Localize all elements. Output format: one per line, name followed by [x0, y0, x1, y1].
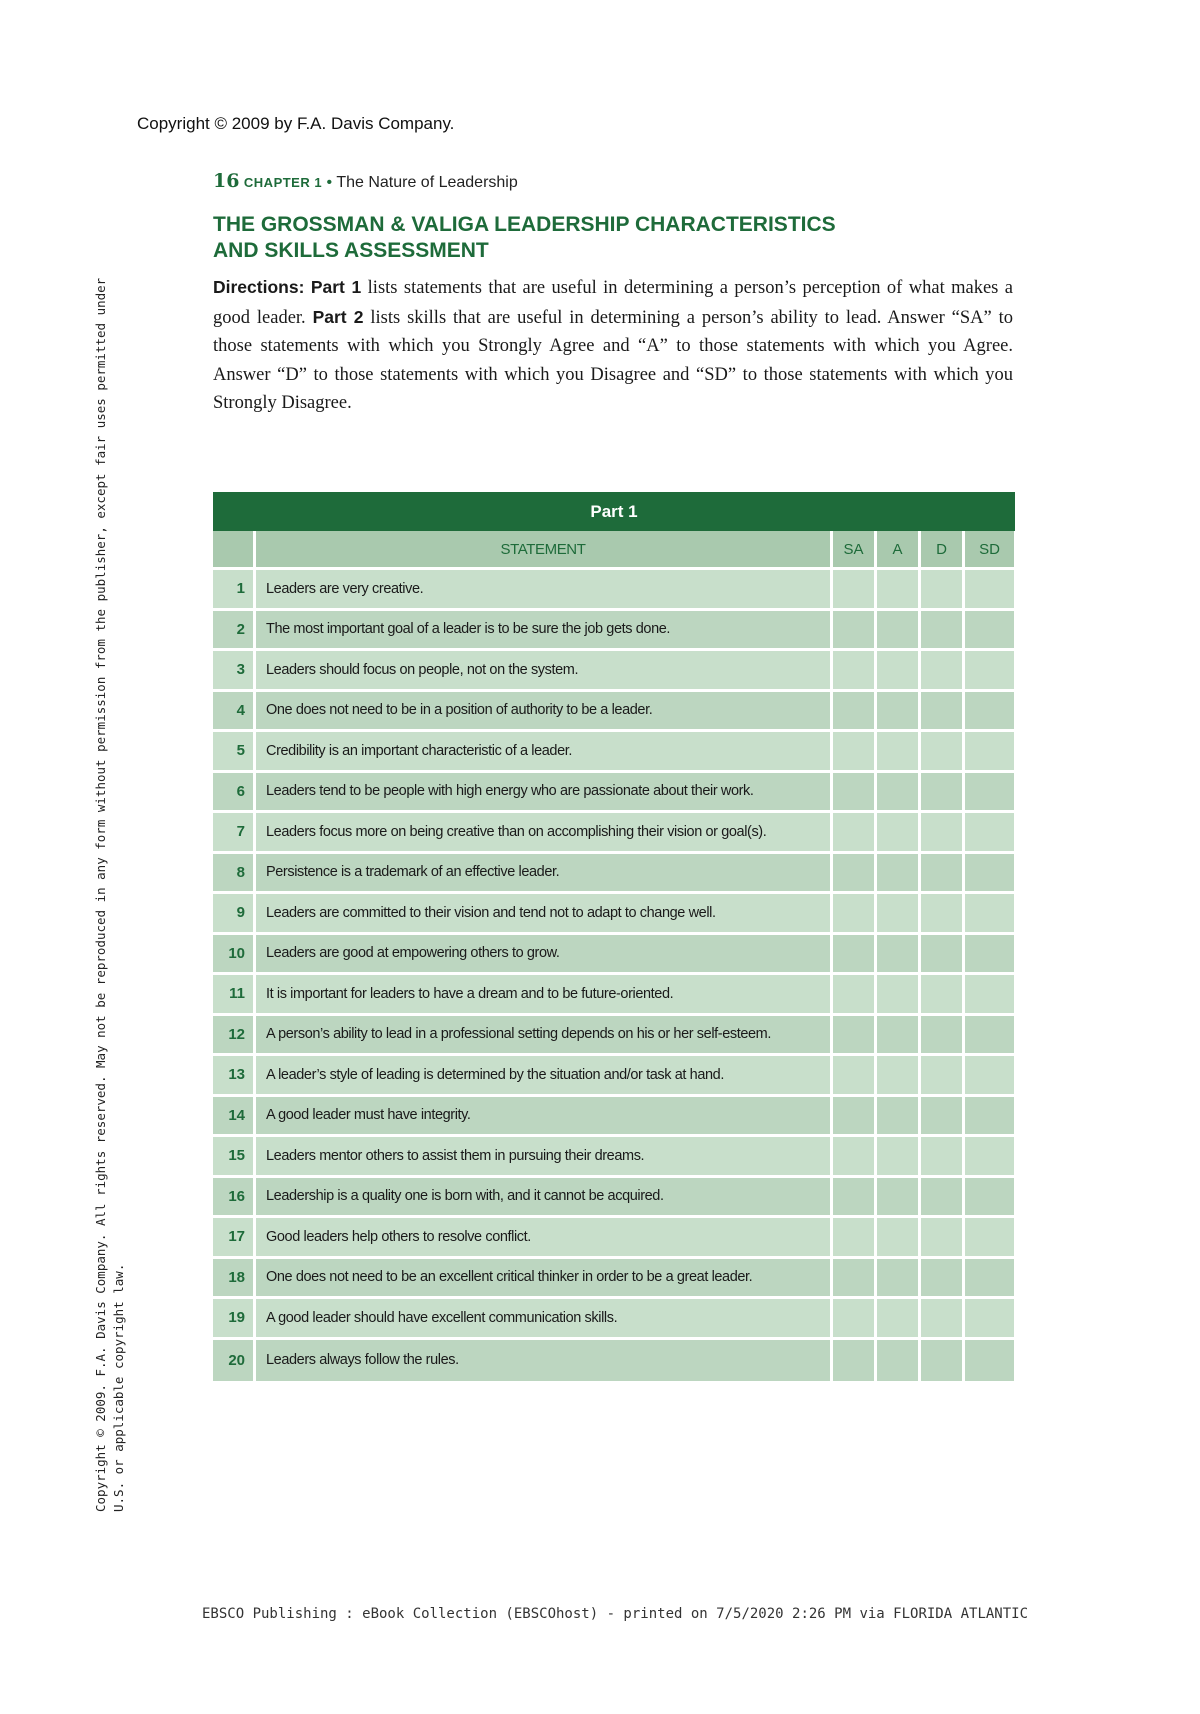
table-banner: Part 1: [213, 492, 1015, 531]
header-separator: •: [326, 174, 333, 191]
response-cell-d[interactable]: [921, 611, 965, 652]
row-statement: Credibility is an important characteristic of a leader.: [256, 732, 833, 773]
side-notice-line-1: Copyright © 2009. F.A. Davis Company. All rights reserved. May not be reproduced in any form without permission from the publisher, except fair uses permitted under: [93, 277, 108, 1512]
row-statement: Leaders always follow the rules.: [256, 1340, 833, 1384]
response-cell-d[interactable]: [921, 651, 965, 692]
response-cell-d[interactable]: [921, 854, 965, 895]
response-cell-a[interactable]: [877, 732, 921, 773]
page-number: 16: [213, 170, 240, 192]
table-row: [213, 1097, 1015, 1138]
directions-text-b: lists skills that are useful in determining a person’s ability to lead. Answer “SA” to those statements with which you Strongly Agree and “A” to those statements with which you Agree. Answer “D” to those statements with which you Disagree and “SD” to those statements with which you Strongly Disagree.: [213, 307, 1013, 414]
response-cell-sa[interactable]: [833, 611, 877, 652]
response-cell-sd[interactable]: [965, 1097, 1014, 1138]
table-row: [213, 1056, 1015, 1097]
response-cell-sd[interactable]: [965, 975, 1014, 1016]
row-statement: Leaders are committed to their vision and tend not to adapt to change well.: [256, 894, 833, 935]
response-cell-sd[interactable]: [965, 651, 1014, 692]
response-cell-a[interactable]: [877, 975, 921, 1016]
response-cell-sd[interactable]: [965, 773, 1014, 814]
table-body: [213, 531, 1015, 1384]
response-cell-sd[interactable]: [965, 1056, 1014, 1097]
row-number: 17: [213, 1218, 256, 1259]
response-cell-a[interactable]: [877, 611, 921, 652]
row-number: 5: [213, 732, 256, 773]
row-number: 20: [213, 1340, 256, 1384]
row-statement: Leaders mentor others to assist them in pursuing their dreams.: [256, 1137, 833, 1178]
response-cell-sa[interactable]: [833, 813, 877, 854]
response-cell-a[interactable]: [877, 1259, 921, 1300]
row-number: 3: [213, 651, 256, 692]
row-number: 14: [213, 1097, 256, 1138]
response-cell-d[interactable]: [921, 1056, 965, 1097]
response-cell-a[interactable]: [877, 1016, 921, 1057]
response-cell-a[interactable]: [877, 1178, 921, 1219]
row-number: 11: [213, 975, 256, 1016]
table-row: [213, 611, 1015, 652]
chapter-title: The Nature of Leadership: [336, 174, 518, 191]
copyright-line: Copyright © 2009 by F.A. Davis Company.: [137, 114, 455, 133]
table-row: [213, 975, 1015, 1016]
response-cell-a[interactable]: [877, 1218, 921, 1259]
response-cell-sd[interactable]: [965, 1016, 1014, 1057]
title-line-2: AND SKILLS ASSESSMENT: [213, 239, 489, 262]
response-cell-sa[interactable]: [833, 854, 877, 895]
response-cell-a[interactable]: [877, 1137, 921, 1178]
table-row: [213, 1016, 1015, 1057]
row-statement: Persistence is a trademark of an effective leader.: [256, 854, 833, 895]
directions-text-a: lists statements that are useful in determining a person’s perception of what makes a good leader.: [213, 278, 1013, 328]
response-cell-d[interactable]: [921, 1097, 965, 1138]
row-statement: Leaders should focus on people, not on the system.: [256, 651, 833, 692]
response-cell-sa[interactable]: [833, 1340, 877, 1384]
response-cell-a[interactable]: [877, 1299, 921, 1340]
row-statement: Leaders focus more on being creative than on accomplishing their vision or goal(s).: [256, 813, 833, 854]
response-cell-a[interactable]: [877, 1056, 921, 1097]
row-number: 10: [213, 935, 256, 976]
response-cell-sa[interactable]: [833, 1178, 877, 1219]
table-header-row: [213, 531, 1015, 570]
table-row: [213, 692, 1015, 733]
response-cell-sa[interactable]: [833, 935, 877, 976]
response-cell-sd[interactable]: [965, 1299, 1014, 1340]
row-statement: Leaders tend to be people with high energy who are passionate about their work.: [256, 773, 833, 814]
response-cell-d[interactable]: [921, 1340, 965, 1384]
row-number: 16: [213, 1178, 256, 1219]
footer-print-info: EBSCO Publishing : eBook Collection (EBSCOhost) - printed on 7/5/2020 2:26 PM via FLORIDA ATLANTIC: [202, 1606, 1029, 1622]
response-cell-sa[interactable]: [833, 651, 877, 692]
row-statement: A good leader must have integrity.: [256, 1097, 833, 1138]
header-d: D: [921, 531, 965, 570]
response-cell-sd[interactable]: [965, 1218, 1014, 1259]
response-cell-d[interactable]: [921, 1016, 965, 1057]
response-cell-sd[interactable]: [965, 570, 1014, 611]
response-cell-sa[interactable]: [833, 1016, 877, 1057]
response-cell-sa[interactable]: [833, 773, 877, 814]
response-cell-a[interactable]: [877, 935, 921, 976]
header-sa: SA: [833, 531, 877, 570]
response-cell-sd[interactable]: [965, 935, 1014, 976]
response-cell-sa[interactable]: [833, 1056, 877, 1097]
directions-paragraph: [213, 273, 1013, 418]
table-row: [213, 1259, 1015, 1300]
response-cell-a[interactable]: [877, 894, 921, 935]
response-cell-d[interactable]: [921, 1299, 965, 1340]
table-row: [213, 935, 1015, 976]
table-row: [213, 813, 1015, 854]
response-cell-sd[interactable]: [965, 692, 1014, 733]
response-cell-d[interactable]: [921, 975, 965, 1016]
table-row: [213, 773, 1015, 814]
row-number: 1: [213, 570, 256, 611]
row-number: 19: [213, 1299, 256, 1340]
title-line-1: THE GROSSMAN & VALIGA LEADERSHIP CHARACTERISTICS: [213, 213, 836, 236]
response-cell-d[interactable]: [921, 1137, 965, 1178]
response-cell-sa[interactable]: [833, 975, 877, 1016]
response-cell-d[interactable]: [921, 732, 965, 773]
table-row: [213, 894, 1015, 935]
response-cell-d[interactable]: [921, 692, 965, 733]
part1-label: Part 1: [310, 277, 362, 297]
response-cell-d[interactable]: [921, 935, 965, 976]
row-statement: The most important goal of a leader is to be sure the job gets done.: [256, 611, 833, 652]
assessment-table: [213, 492, 1015, 1384]
row-number: 7: [213, 813, 256, 854]
row-statement: Good leaders help others to resolve conflict.: [256, 1218, 833, 1259]
response-cell-sd[interactable]: [965, 1137, 1014, 1178]
response-cell-d[interactable]: [921, 1218, 965, 1259]
response-cell-sa[interactable]: [833, 1299, 877, 1340]
response-cell-sd[interactable]: [965, 732, 1014, 773]
table-row: [213, 1137, 1015, 1178]
response-cell-d[interactable]: [921, 773, 965, 814]
table-row: [213, 651, 1015, 692]
table-row: [213, 854, 1015, 895]
response-cell-sd[interactable]: [965, 1178, 1014, 1219]
response-cell-a[interactable]: [877, 773, 921, 814]
part2-label: Part 2: [312, 306, 364, 327]
table-row: [213, 1299, 1015, 1340]
row-number: 9: [213, 894, 256, 935]
response-cell-sa[interactable]: [833, 1097, 877, 1138]
response-cell-a[interactable]: [877, 651, 921, 692]
response-cell-sa[interactable]: [833, 1259, 877, 1300]
row-number: 8: [213, 854, 256, 895]
response-cell-a[interactable]: [877, 1097, 921, 1138]
row-statement: It is important for leaders to have a dream and to be future-oriented.: [256, 975, 833, 1016]
row-number: 13: [213, 1056, 256, 1097]
table-row: [213, 732, 1015, 773]
response-cell-d[interactable]: [921, 1259, 965, 1300]
row-statement: A good leader should have excellent communication skills.: [256, 1299, 833, 1340]
row-number: 15: [213, 1137, 256, 1178]
response-cell-sa[interactable]: [833, 894, 877, 935]
response-cell-sa[interactable]: [833, 570, 877, 611]
response-cell-sd[interactable]: [965, 1340, 1014, 1384]
header-sd: SD: [965, 531, 1014, 570]
table-row: [213, 1340, 1015, 1384]
table-row: [213, 1218, 1015, 1259]
response-cell-sa[interactable]: [833, 692, 877, 733]
response-cell-sa[interactable]: [833, 1137, 877, 1178]
row-number: 6: [213, 773, 256, 814]
row-statement: Leadership is a quality one is born with, and it cannot be acquired.: [256, 1178, 833, 1219]
row-number: 18: [213, 1259, 256, 1300]
table-row: [213, 570, 1015, 611]
table-row: [213, 1178, 1015, 1219]
response-cell-a[interactable]: [877, 692, 921, 733]
page-title: [213, 212, 1033, 264]
response-cell-a[interactable]: [877, 813, 921, 854]
row-number: 2: [213, 611, 256, 652]
row-statement: A leader’s style of leading is determined by the situation and/or task at hand.: [256, 1056, 833, 1097]
running-header: [213, 170, 518, 192]
response-cell-sd[interactable]: [965, 854, 1014, 895]
row-statement: One does not need to be in a position of authority to be a leader.: [256, 692, 833, 733]
row-number: 4: [213, 692, 256, 733]
row-statement: Leaders are good at empowering others to grow.: [256, 935, 833, 976]
response-cell-sa[interactable]: [833, 1218, 877, 1259]
side-notice-line-2: U.S. or applicable copyright law.: [111, 1263, 126, 1512]
response-cell-sa[interactable]: [833, 732, 877, 773]
response-cell-a[interactable]: [877, 1340, 921, 1384]
response-cell-d[interactable]: [921, 1178, 965, 1219]
row-statement: One does not need to be an excellent critical thinker in order to be a great leader.: [256, 1259, 833, 1300]
directions-label: Directions:: [213, 277, 305, 297]
response-cell-d[interactable]: [921, 570, 965, 611]
response-cell-a[interactable]: [877, 570, 921, 611]
row-statement: A person’s ability to lead in a professional setting depends on his or her self-esteem.: [256, 1016, 833, 1057]
response-cell-sd[interactable]: [965, 813, 1014, 854]
response-cell-a[interactable]: [877, 854, 921, 895]
header-statement: STATEMENT: [256, 531, 833, 570]
header-number: [213, 531, 256, 570]
row-number: 12: [213, 1016, 256, 1057]
response-cell-sd[interactable]: [965, 894, 1014, 935]
response-cell-d[interactable]: [921, 813, 965, 854]
response-cell-d[interactable]: [921, 894, 965, 935]
side-copyright-notice: [92, 212, 128, 1512]
header-a: A: [877, 531, 921, 570]
response-cell-sd[interactable]: [965, 1259, 1014, 1300]
row-statement: Leaders are very creative.: [256, 570, 833, 611]
chapter-label: CHAPTER 1: [243, 175, 323, 190]
response-cell-sd[interactable]: [965, 611, 1014, 652]
